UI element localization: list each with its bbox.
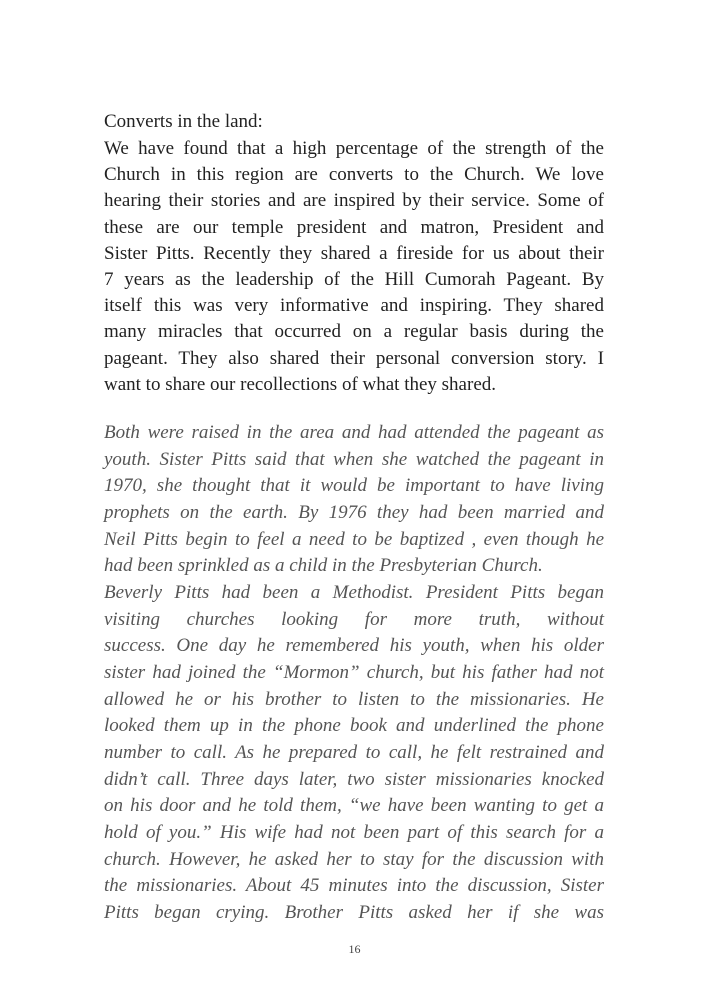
text-line: looked them up in the phone book and underlined the phone [104,715,604,737]
text-line: 1970, she thought that it would be important to have living [104,475,604,497]
text-line: on his door and he told them, “we have been wanting to get a [104,795,604,817]
text-line: Pitts began crying. Brother Pitts asked her if she was [104,901,604,923]
text-line: Sister Pitts. Recently they shared a fireside for us about their [104,242,604,264]
text-line: church. However, he asked her to stay for the discussion with [104,848,604,870]
text-line: We have found that a high percentage of the strength of the [104,138,604,159]
text-line: Beverly Pitts had been a Methodist. President Pitts began [104,581,604,603]
section-heading: Converts in the land: [104,111,263,132]
text-line: didn’t call. Three days later, two sister missionaries knocked [104,768,604,790]
text-line: itself this was very informative and inspiring. They shared [104,295,604,317]
text-line: Church in this region are converts to the Church. We love [104,164,604,186]
text-line: allowed he or his brother to listen to the missionaries. He [104,688,604,710]
page-number: 16 [348,942,361,956]
text-line: success. One day he remembered his youth, when his older [104,635,604,657]
text-line: sister had joined the “Mormon” church, but his father had not [104,661,604,683]
text-line: 7 years as the leadership of the Hill Cumorah Pageant. By [104,269,604,291]
text-line: youth. Sister Pitts said that when she watched the pageant in [104,448,604,470]
text-line: Neil Pitts begin to feel a need to be baptized , even though he [104,528,604,550]
paragraph-conversion-story [104,420,604,926]
text-line: many miracles that occurred on a regular basis during the [104,321,604,343]
text-line: hold of you.” His wife had not been part of this search for a [104,821,604,843]
text-line: hearing their stories and are inspired by their service. Some of [104,190,604,212]
text-line: had been sprinkled as a child in the Presbyterian Church. [104,555,543,577]
text-line: want to share our recollections of what they shared. [104,373,497,395]
text-line: visiting churches looking for more truth, without [104,608,604,630]
paragraph-intro [104,136,604,398]
text-line: Both were raised in the area and had attended the pageant as [104,422,604,443]
text-line: these are our temple president and matron, President and [104,216,604,238]
text-line: number to call. As he prepared to call, he felt restrained and [104,741,604,763]
text-line: prophets on the earth. By 1976 they had been married and [104,501,604,523]
text-line: the missionaries. About 45 minutes into the discussion, Sister [104,875,604,897]
text-line: pageant. They also shared their personal conversion story. I [104,347,604,369]
